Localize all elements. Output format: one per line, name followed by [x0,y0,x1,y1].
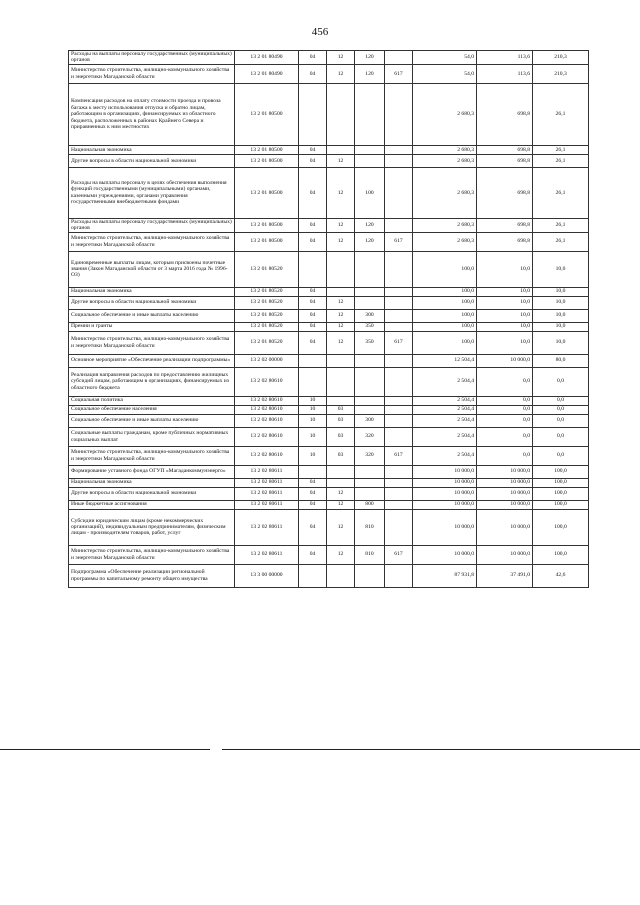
row-code-rz: 04 [299,64,327,83]
row-name: Министерство строительства, жилищно-коммунального хозяйства и энергетики Магаданской области [69,64,235,83]
row-code-pr: 12 [327,232,355,251]
row-amount-executed: 113,6 [477,64,533,83]
budget-table [68,50,589,588]
row-name: Подпрограмма «Обеспечение реализации региональной программы по капитальному ремонту общего имущества [69,564,235,587]
row-code-rz: 10 [299,405,327,414]
row-code-rz: 04 [299,309,327,322]
row-code-grbs [385,296,413,309]
row-code-pr: 12 [327,500,355,509]
row-amount-executed: 113,6 [477,51,533,65]
row-code-csr: 13 2 01 80490 [235,51,299,65]
table-row [69,500,589,509]
row-percent: 26,1 [533,154,589,167]
footer-rule-right [222,749,640,750]
row-code-pr: 12 [327,218,355,232]
table-row [69,232,589,251]
row-amount-approved: 100,0 [413,251,477,287]
row-percent: 26,1 [533,218,589,232]
row-code-rz: 10 [299,396,327,405]
row-code-pr: 03 [327,446,355,465]
row-amount-executed: 10,0 [477,251,533,287]
row-name: Министерство строительства, жилищно-коммунального хозяйства и энергетики Магаданской области [69,232,235,251]
row-code-rz: 04 [299,545,327,564]
row-code-rz: 04 [299,296,327,309]
row-amount-approved: 100,0 [413,331,477,354]
row-code-grbs [385,427,413,446]
row-amount-approved: 54,0 [413,51,477,65]
row-code-grbs [385,322,413,331]
table-row [69,396,589,405]
row-code-grbs [385,564,413,587]
row-name: Реализация направления расходов по предоставлению жилищных субсидий лицам, работающим в организациях, финансируемых из областного бюджета [69,367,235,396]
row-code-csr: 13 2 01 80520 [235,309,299,322]
row-name: Национальная экономика [69,287,235,296]
row-amount-approved: 2 680,3 [413,167,477,218]
row-code-grbs: 617 [385,545,413,564]
row-percent: 26,1 [533,167,589,218]
row-amount-approved: 10 000,0 [413,545,477,564]
row-code-grbs [385,309,413,322]
row-amount-executed: 698,8 [477,218,533,232]
row-amount-approved: 2 680,3 [413,154,477,167]
row-amount-approved: 87 931,8 [413,564,477,587]
row-code-pr [327,367,355,396]
row-code-csr: 13 2 02 00000 [235,354,299,367]
row-name: Другие вопросы в области национальной экономики [69,154,235,167]
row-code-rz [299,564,327,587]
row-percent: 10,0 [533,287,589,296]
row-code-grbs [385,145,413,154]
row-percent: 42,6 [533,564,589,587]
row-code-csr: 13 2 02 80611 [235,509,299,545]
row-code-vr [355,367,385,396]
row-code-pr [327,354,355,367]
row-code-rz: 04 [299,500,327,509]
row-amount-executed: 0,0 [477,427,533,446]
row-name: Социальные выплаты гражданам, кроме публичных нормативных социальных выплат [69,427,235,446]
row-code-pr [327,251,355,287]
row-code-rz: 04 [299,51,327,65]
row-code-csr: 13 2 01 80500 [235,145,299,154]
row-code-rz [299,83,327,145]
row-code-rz: 04 [299,154,327,167]
row-code-rz [299,251,327,287]
row-code-pr [327,564,355,587]
row-amount-approved: 10 000,0 [413,509,477,545]
table-row [69,331,589,354]
row-code-vr: 100 [355,167,385,218]
row-code-csr: 13 2 01 80500 [235,218,299,232]
row-name: Социальное обеспечение населения [69,405,235,414]
row-percent: 26,1 [533,145,589,154]
table-row [69,145,589,154]
row-code-csr: 13 2 02 80611 [235,478,299,487]
row-percent: 100,0 [533,478,589,487]
row-code-vr [355,83,385,145]
row-name: Иные бюджетные ассигнования [69,500,235,509]
row-code-pr: 03 [327,405,355,414]
row-code-pr: 12 [327,545,355,564]
row-code-pr: 12 [327,331,355,354]
row-percent: 0,0 [533,396,589,405]
row-amount-executed: 37 491,0 [477,564,533,587]
row-name: Другие вопросы в области национальной экономики [69,487,235,500]
row-code-grbs [385,218,413,232]
row-code-vr: 320 [355,427,385,446]
row-code-pr: 12 [327,154,355,167]
row-amount-executed: 10 000,0 [477,509,533,545]
row-code-rz: 10 [299,414,327,427]
row-code-vr [355,296,385,309]
table-row [69,64,589,83]
row-code-vr [355,251,385,287]
row-code-csr: 13 2 02 80610 [235,396,299,405]
row-name: Расходы на выплаты персоналу государственных (муниципальных) органов [69,218,235,232]
row-amount-executed: 698,8 [477,83,533,145]
row-amount-approved: 12 504,4 [413,354,477,367]
row-amount-approved: 2 504,4 [413,367,477,396]
row-code-grbs [385,51,413,65]
row-code-csr: 13 2 02 80611 [235,465,299,478]
row-code-pr: 03 [327,427,355,446]
row-code-grbs: 617 [385,232,413,251]
row-code-vr [355,354,385,367]
row-code-grbs [385,500,413,509]
row-amount-approved: 2 680,3 [413,83,477,145]
row-amount-executed: 10,0 [477,322,533,331]
row-code-csr: 13 2 01 80500 [235,232,299,251]
row-code-pr [327,145,355,154]
table-row [69,251,589,287]
row-code-grbs [385,83,413,145]
row-amount-approved: 2 680,3 [413,145,477,154]
row-percent: 10,0 [533,296,589,309]
row-amount-executed: 10 000,0 [477,465,533,478]
table-row [69,309,589,322]
row-name: Социальное обеспечение и иные выплаты населению [69,414,235,427]
row-code-csr: 13 2 02 80610 [235,367,299,396]
row-code-csr: 13 2 02 80611 [235,500,299,509]
row-code-csr: 13 2 01 80490 [235,64,299,83]
row-name: Социальная политика [69,396,235,405]
row-amount-approved: 2 504,4 [413,427,477,446]
row-percent: 100,0 [533,545,589,564]
row-amount-executed: 10 000,0 [477,478,533,487]
row-code-rz [299,354,327,367]
row-code-pr: 12 [327,167,355,218]
row-code-vr [355,478,385,487]
row-code-vr: 300 [355,414,385,427]
table-row [69,83,589,145]
row-code-rz: 04 [299,145,327,154]
footer-rule-left [0,749,210,750]
row-code-rz: 04 [299,478,327,487]
row-name: Премии и гранты [69,322,235,331]
row-percent: 210,3 [533,51,589,65]
row-code-pr [327,287,355,296]
row-code-grbs: 617 [385,446,413,465]
row-code-rz [299,367,327,396]
row-code-grbs [385,287,413,296]
row-code-grbs [385,487,413,500]
row-code-vr: 810 [355,509,385,545]
row-percent: 100,0 [533,509,589,545]
row-code-csr: 13 2 01 80520 [235,296,299,309]
row-code-pr [327,478,355,487]
row-code-grbs: 617 [385,64,413,83]
row-percent: 0,0 [533,405,589,414]
row-code-pr: 12 [327,51,355,65]
row-code-grbs [385,509,413,545]
row-code-rz: 04 [299,509,327,545]
row-amount-executed: 10,0 [477,296,533,309]
table-row [69,465,589,478]
row-amount-executed: 698,8 [477,232,533,251]
row-amount-executed: 0,0 [477,396,533,405]
row-code-vr: 120 [355,218,385,232]
row-name: Национальная экономика [69,478,235,487]
table-row [69,354,589,367]
row-percent: 80,0 [533,354,589,367]
table-row [69,405,589,414]
table-row [69,564,589,587]
row-code-pr: 03 [327,414,355,427]
row-name: Министерство строительства, жилищно-коммунального хозяйства и энергетики Магаданской области [69,545,235,564]
row-percent: 100,0 [533,487,589,500]
row-code-vr: 350 [355,331,385,354]
row-amount-approved: 2 680,3 [413,218,477,232]
row-code-rz: 04 [299,232,327,251]
row-name: Министерство строительства, жилищно-коммунального хозяйства и энергетики Магаданской области [69,331,235,354]
table-row [69,487,589,500]
row-amount-executed: 698,8 [477,167,533,218]
row-code-csr: 13 2 02 80610 [235,446,299,465]
row-amount-executed: 10 000,0 [477,545,533,564]
row-code-grbs [385,414,413,427]
table-row [69,322,589,331]
row-code-pr [327,83,355,145]
row-amount-executed: 10 000,0 [477,487,533,500]
row-code-grbs [385,154,413,167]
row-code-csr: 13 2 02 80610 [235,427,299,446]
row-code-vr: 800 [355,500,385,509]
table-row [69,509,589,545]
page-number: 456 [311,26,329,38]
row-amount-executed: 698,8 [477,145,533,154]
row-code-pr: 12 [327,322,355,331]
row-name: Формирование уставного фонда ОГУП «Магаданкоммунэнерго» [69,465,235,478]
row-amount-executed: 10 000,0 [477,500,533,509]
row-amount-approved: 2 680,3 [413,232,477,251]
row-code-vr [355,287,385,296]
row-amount-approved: 10 000,0 [413,500,477,509]
row-amount-approved: 10 000,0 [413,465,477,478]
row-code-vr [355,405,385,414]
row-code-pr: 12 [327,509,355,545]
row-name: Социальное обеспечение и иные выплаты населению [69,309,235,322]
row-name: Компенсация расходов на оплату стоимости проезда и провоза багажа к месту использования отпуска и обратно лицам, работающим в организациях, финансируемых из областного бюджета, расположенных в районах Крайнего Севера и приравненных к ним местностях [69,83,235,145]
row-percent: 0,0 [533,414,589,427]
row-code-csr: 13 2 01 80520 [235,287,299,296]
row-amount-executed: 10,0 [477,331,533,354]
row-percent: 100,0 [533,500,589,509]
row-amount-executed: 10,0 [477,287,533,296]
table-row [69,367,589,396]
row-name: Расходы на выплаты персоналу в целях обеспечения выполнения функций государственными (муниципальными) органами, казенными учреждениями, органами управления государственными внебюджетными фондами [69,167,235,218]
row-amount-executed: 10 000,0 [477,354,533,367]
row-amount-approved: 10 000,0 [413,478,477,487]
row-code-vr: 120 [355,232,385,251]
row-code-csr: 13 2 02 80611 [235,487,299,500]
row-code-pr [327,396,355,405]
row-percent: 26,1 [533,83,589,145]
row-name: Расходы на выплаты персоналу государственных (муниципальных) органов [69,51,235,65]
row-code-csr: 13 2 02 80611 [235,545,299,564]
row-name: Единовременные выплаты лицам, которым присвоены почетные звания (Закон Магаданской области от 3 марта 2016 года № 1996-ОЗ) [69,251,235,287]
row-percent: 10,0 [533,251,589,287]
row-percent: 10,0 [533,331,589,354]
table-row [69,287,589,296]
row-code-csr: 13 3 00 00000 [235,564,299,587]
row-code-grbs [385,251,413,287]
row-code-csr: 13 2 01 80520 [235,322,299,331]
row-code-rz: 04 [299,322,327,331]
row-name: Министерство строительства, жилищно-коммунального хозяйства и энергетики Магаданской области [69,446,235,465]
row-code-grbs [385,354,413,367]
row-percent: 0,0 [533,427,589,446]
row-code-vr: 320 [355,446,385,465]
row-code-pr: 12 [327,309,355,322]
row-code-rz: 10 [299,446,327,465]
table-row [69,478,589,487]
row-percent: 100,0 [533,465,589,478]
row-amount-executed: 0,0 [477,446,533,465]
row-percent: 26,1 [533,232,589,251]
table-row [69,446,589,465]
row-code-rz: 04 [299,331,327,354]
row-code-pr: 12 [327,487,355,500]
row-code-vr: 810 [355,545,385,564]
row-code-rz: 10 [299,427,327,446]
row-name: Другие вопросы в области национальной экономики [69,296,235,309]
row-percent: 0,0 [533,446,589,465]
row-code-csr: 13 2 01 80520 [235,251,299,287]
row-code-grbs [385,396,413,405]
row-amount-executed: 0,0 [477,367,533,396]
row-code-rz [299,465,327,478]
row-amount-executed: 0,0 [477,414,533,427]
row-amount-approved: 2 504,4 [413,446,477,465]
row-amount-approved: 2 504,4 [413,405,477,414]
row-code-rz: 04 [299,487,327,500]
row-code-csr: 13 2 01 80500 [235,154,299,167]
row-percent: 10,0 [533,322,589,331]
row-name: Субсидии юридическим лицам (кроме некоммерческих организаций), индивидуальным предпринимателям, физическим лицам - производителям товаров, работ, услуг [69,509,235,545]
row-code-vr [355,396,385,405]
table-row [69,427,589,446]
budget-table-body [69,51,589,588]
table-row [69,51,589,65]
row-amount-approved: 100,0 [413,322,477,331]
row-code-rz: 04 [299,167,327,218]
row-code-vr [355,487,385,500]
row-amount-approved: 2 504,4 [413,396,477,405]
row-code-rz: 04 [299,218,327,232]
table-row [69,154,589,167]
row-code-vr [355,145,385,154]
row-code-vr: 300 [355,309,385,322]
row-code-grbs [385,367,413,396]
table-row [69,296,589,309]
row-code-pr: 12 [327,296,355,309]
row-code-vr: 120 [355,51,385,65]
row-code-vr [355,465,385,478]
row-amount-approved: 54,0 [413,64,477,83]
row-amount-approved: 10 000,0 [413,487,477,500]
row-percent: 10,0 [533,309,589,322]
row-code-pr [327,465,355,478]
table-row [69,167,589,218]
row-amount-approved: 100,0 [413,309,477,322]
row-code-csr: 13 2 01 80500 [235,83,299,145]
row-code-csr: 13 2 02 80610 [235,414,299,427]
row-amount-approved: 100,0 [413,287,477,296]
row-amount-approved: 2 504,4 [413,414,477,427]
row-code-rz: 04 [299,287,327,296]
row-code-grbs [385,478,413,487]
row-amount-executed: 0,0 [477,405,533,414]
row-amount-approved: 100,0 [413,296,477,309]
row-percent: 0,0 [533,367,589,396]
row-code-grbs [385,405,413,414]
row-code-grbs [385,167,413,218]
row-amount-executed: 698,8 [477,154,533,167]
row-code-vr [355,154,385,167]
row-amount-executed: 10,0 [477,309,533,322]
row-code-vr: 120 [355,64,385,83]
row-percent: 210,3 [533,64,589,83]
row-code-csr: 13 2 02 80610 [235,405,299,414]
table-row [69,218,589,232]
table-row [69,545,589,564]
row-code-csr: 13 2 01 80500 [235,167,299,218]
row-code-vr: 350 [355,322,385,331]
row-code-pr: 12 [327,64,355,83]
row-name: Основное мероприятие «Обеспечение реализации подпрограммы» [69,354,235,367]
row-code-grbs [385,465,413,478]
row-code-grbs: 617 [385,331,413,354]
row-name: Национальная экономика [69,145,235,154]
table-row [69,414,589,427]
row-code-csr: 13 2 01 80520 [235,331,299,354]
row-code-vr [355,564,385,587]
